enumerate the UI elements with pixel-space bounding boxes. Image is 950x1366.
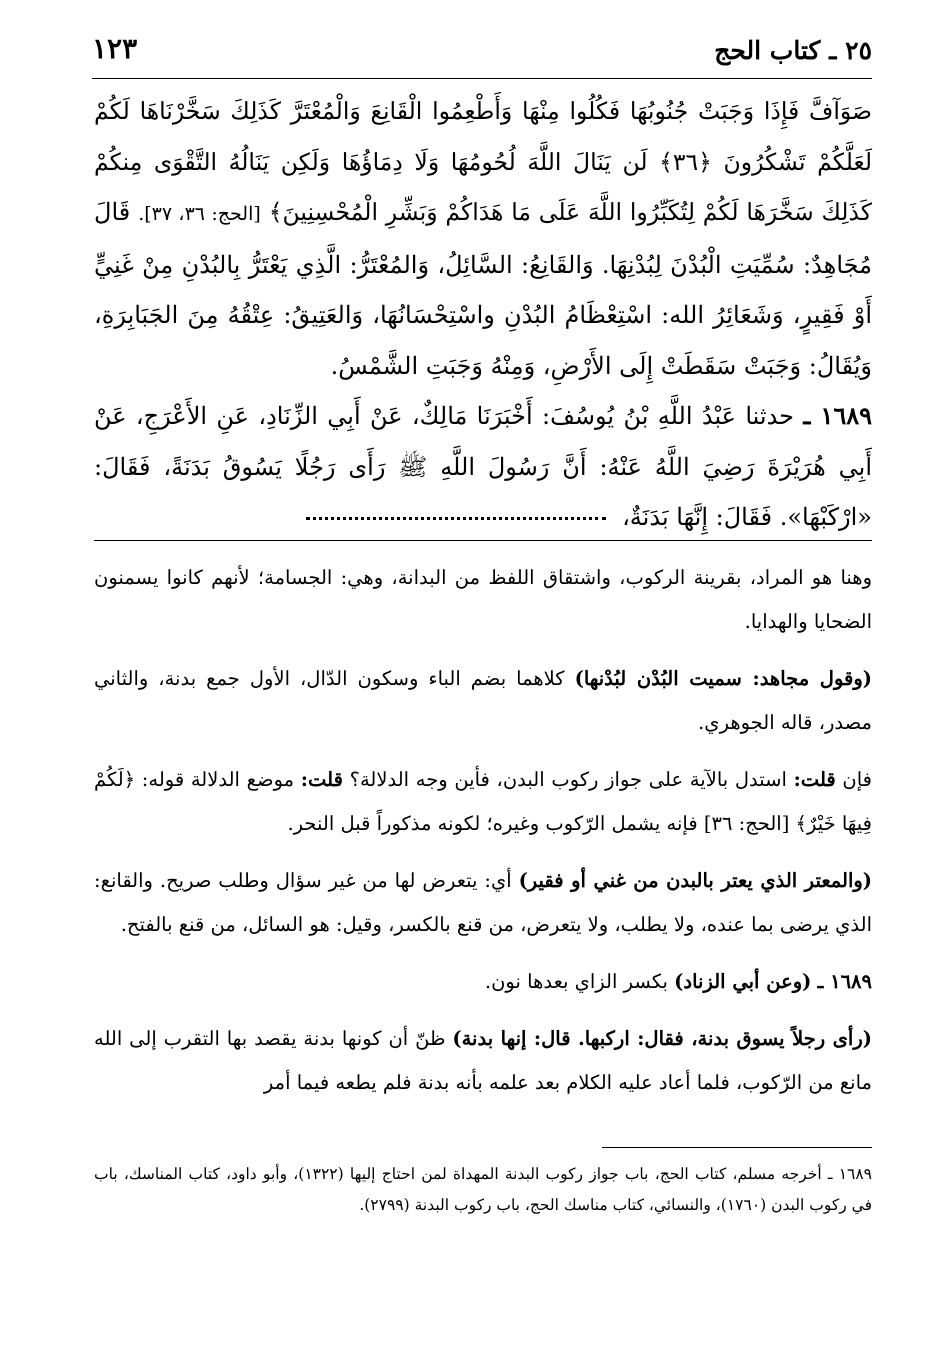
commentary-lemma: (وعن أبي الزناد): [674, 970, 812, 993]
commentary-hadith-number: ١٦٨٩ ـ: [817, 970, 872, 993]
commentary-text: ظنّ أن كونها بدنة يقصد بها التقرب إلى الله مانع من الرّكوب، فلما أعاد عليه الكلام بعد علمه بأنه بدنة فلم يطعه فيما أمر: [94, 1027, 872, 1094]
hadith-text-block: [94, 86, 872, 543]
commentary-lemma: (وقول مجاهد: سميت البُدْن لبُدْنها): [574, 667, 873, 690]
commentary-text: موضع الدلالة قوله: ﴿لَكُمْ فِيهَا خَيْرٌ﴾ [الحج: ٣٦] فإنه يشمل الرّكوب وغيره؛ لكونه مذكوراً قبل النحر.: [94, 768, 872, 835]
commentary-text: فإن: [842, 768, 873, 791]
commentary-text: بكسر الزاي بعدها نون.: [484, 970, 668, 993]
footnote-divider: [602, 1147, 872, 1148]
commentary-block: [94, 556, 872, 1118]
page-number: ١٢٣: [92, 32, 138, 65]
commentary-text: كلاهما بضم الباء وسكون الدّال، الأول جمع بدنة، والثاني مصدر، قاله الجوهري.: [94, 667, 872, 734]
page-header: [92, 22, 872, 79]
commentary-paragraph: [94, 657, 872, 745]
commentary-paragraph: [94, 859, 872, 947]
question-marker: قلت:: [793, 768, 836, 791]
commentary-lemma: (والمعتر الذي يعتر بالبدن من غني أو فقير): [518, 869, 873, 892]
footnote-text: ١٦٨٩ ـ أخرجه مسلم، كتاب الحج، باب جواز ركوب البدنة المهداة لمن احتاج إليها (١٣٢٢)، وأبو داود، كتاب المناسك، باب في ركوب البدن (١٧٦٠)، والنسائي، كتاب مناسك الحج، باب ركوب البدنة (٢٧٩٩).: [94, 1165, 872, 1214]
dotted-continuation-line: [306, 517, 606, 520]
commentary-text: أي: يتعرض لها من غير سؤال وطلب صريح. والقانع: الذي يرضى بما عنده، ولا يطلب، ولا يتعرض، من قنع بالكسر، وقيل: هو السائل، من قنع بالفتح.: [94, 869, 872, 936]
chapter-title: ٢٥ ـ كتاب الحج: [714, 36, 872, 65]
quran-reference: [الحج: ٣٦، ٣٧].: [138, 203, 261, 225]
commentary-divider: [94, 540, 872, 541]
commentary-paragraph: [94, 758, 872, 846]
hadith-narration: حدثنا عَبْدُ اللَّهِ بْنُ يُوسُفَ: أَخْبَرَنَا مَالِكٌ، عَنْ أَبِي الزِّنَادِ، عَنِ الأَعْرَجِ، عَنْ أَبِي هُرَيْرَةَ رَضِيَ اللَّهُ عَنْهُ: أَنَّ رَسُولَ اللَّهِ ﷺ رَأَى رَجُلًا يَسُوقُ بَدَنَةً، فَقَالَ: «ارْكَبْهَا». فَقَالَ: إِنَّهَا بَدَنَةٌ،: [94, 402, 873, 531]
footnote-block: [94, 1159, 872, 1221]
hadith-paragraph: [94, 391, 872, 543]
hadith-paragraph: [94, 86, 872, 391]
commentary-text: وهنا هو المراد، بقرينة الركوب، واشتقاق اللفظ من البدانة، وهي: الجسامة؛ لأنهم كانوا يسمنون الضحايا والهدايا.: [94, 566, 872, 633]
answer-marker: قلت:: [300, 768, 343, 791]
quran-verse: صَوَآفَّ فَإِذَا وَجَبَتْ جُنُوبُهَا فَكُلُوا مِنْهَا وَأَطْعِمُوا الْقَانِعَ وَالْمُعْتَرَّ كَذَلِكَ سَخَّرْنَاهَا لَكُمْ لَعَلَّكُمْ تَشْكُرُونَ ﴿٣٦﴾ لَن يَنَالَ اللَّهَ لُحُومُهَا وَلَا دِمَاؤُهَا وَلَكِن يَنَالُهُ التَّقْوَى مِنكُمْ كَذَلِكَ سَخَّرَهَا لَكُمْ لِتُكَبِّرُوا اللَّهَ عَلَى مَا هَدَاكُمْ وَبَشِّرِ الْمُحْسِنِينَ﴾: [94, 97, 872, 226]
hadith-number: ١٦٨٩ ـ: [803, 401, 873, 430]
mujahid-explanation: قَالَ مُجَاهِدٌ: سُمِّيَتِ الْبُدْنَ لِبُدْنِهَا. وَالقَانِعُ: السَّائِلُ، وَالمُعْتَرُّ: الَّذِي يَعْتَرُّ بِالبُدْنِ مِنْ غَنِيٍّ أَوْ فَقِيرٍ، وَشَعَائِرُ الله: اسْتِعْظَامُ البُدْنِ واسْتِحْسَانُهَا، وَالعَتِيقُ: عِتْقُهُ مِنَ الجَبَابِرَةِ، وَيُقَالُ: وَجَبَتْ سَقَطَتْ إِلَى الأَرْضِ، وَمِنْهُ وَجَبَتِ الشَّمْسُ.: [94, 198, 872, 380]
commentary-text: استدل بالآية على جواز ركوب البدن، فأين وجه الدلالة؟: [349, 768, 787, 791]
commentary-lemma: (رأى رجلاً يسوق بدنة، فقال: اركبها. قال: إنها بدنة): [452, 1027, 872, 1050]
commentary-paragraph: [94, 1017, 872, 1105]
commentary-paragraph: [94, 960, 872, 1004]
commentary-paragraph: [94, 556, 872, 644]
